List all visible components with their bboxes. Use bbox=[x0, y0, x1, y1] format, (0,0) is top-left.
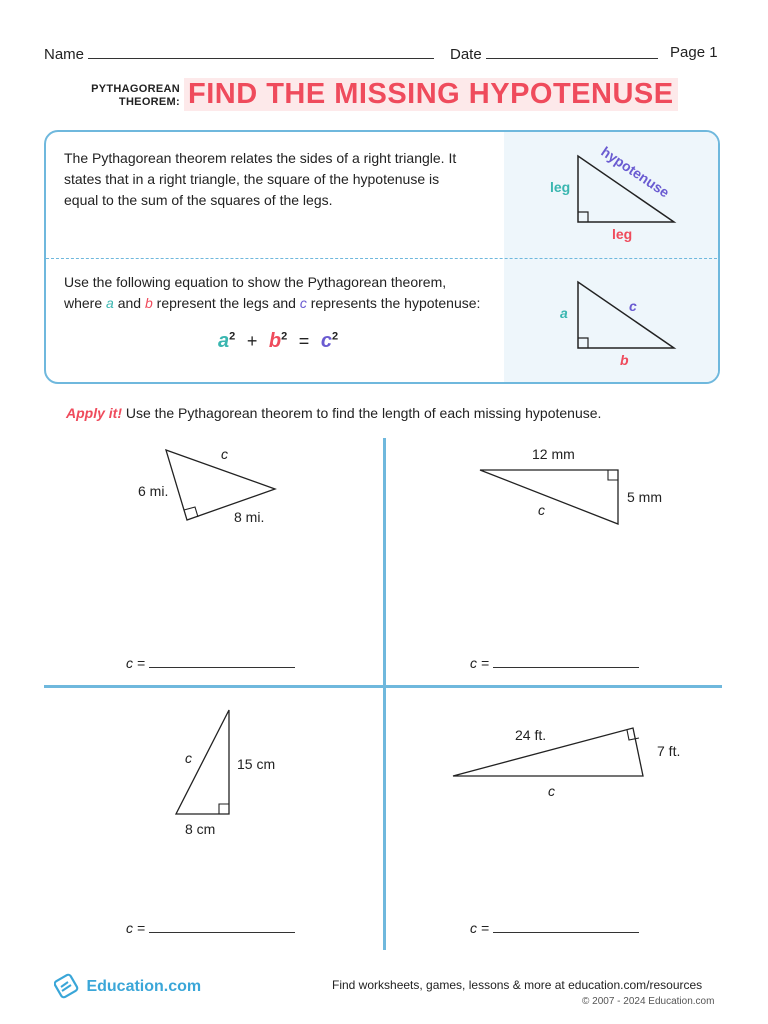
problem-1-answer[interactable]: c = bbox=[126, 653, 295, 671]
apply-it-label: Apply it! bbox=[66, 405, 122, 421]
problem-1-leg2: 8 mi. bbox=[234, 509, 265, 525]
education-logo-icon bbox=[54, 972, 82, 1002]
date-line[interactable] bbox=[486, 44, 658, 59]
instructions-text: Use the Pythagorean theorem to find the length of each missing hypotenuse. bbox=[125, 405, 602, 421]
info-box bbox=[44, 130, 720, 384]
name-label: Name bbox=[44, 46, 85, 63]
date-field[interactable] bbox=[450, 44, 658, 63]
problem-4-leg1: 24 ft. bbox=[515, 727, 547, 743]
footer-tagline: Find worksheets, games, lessons & more at education.com/resources bbox=[332, 978, 703, 992]
problem-4-hyp: c bbox=[548, 783, 555, 799]
diagram-leg-bottom: leg bbox=[612, 226, 633, 242]
title-prefix bbox=[70, 83, 180, 109]
instructions bbox=[66, 405, 601, 421]
problem-3-answer-line[interactable] bbox=[149, 918, 295, 933]
problem-2-leg2: 5 mm bbox=[627, 489, 662, 505]
name-line[interactable] bbox=[88, 44, 434, 59]
problem-2-triangle bbox=[470, 460, 630, 530]
problem-1-answer-line[interactable] bbox=[149, 653, 295, 668]
diagram-c-label: c bbox=[629, 298, 637, 314]
grid-vertical-divider bbox=[383, 438, 386, 950]
diagram-a-label: a bbox=[560, 305, 568, 321]
problem-1-leg1: 6 mi. bbox=[138, 483, 169, 499]
problem-3-answer[interactable]: c = bbox=[126, 918, 295, 936]
problem-2-answer-line[interactable] bbox=[493, 653, 639, 668]
title-prefix-line2: THEOREM: bbox=[118, 96, 180, 108]
diagram-b-label: b bbox=[620, 352, 629, 368]
var-b: b bbox=[144, 295, 153, 311]
problem-4-answer[interactable]: c = bbox=[470, 918, 639, 936]
var-c: c bbox=[299, 295, 307, 311]
grid-horizontal-divider bbox=[44, 685, 722, 688]
problem-1-hyp: c bbox=[221, 446, 228, 462]
problem-4-triangle bbox=[445, 718, 655, 788]
title-prefix-line1: PYTHAGOREAN bbox=[91, 83, 180, 95]
equation-text: Use the following equation to show the Pythagorean theorem, where a and b represent the legs and c represents the hypotenuse: bbox=[64, 274, 481, 311]
problem-2-leg1: 12 mm bbox=[532, 446, 575, 462]
copyright: © 2007 - 2024 Education.com bbox=[582, 996, 715, 1007]
diagram-hypotenuse-label: hypotenuse bbox=[598, 143, 673, 201]
problem-4-answer-line[interactable] bbox=[493, 918, 639, 933]
brand-name: Education.com bbox=[86, 978, 202, 996]
problem-3-hyp: c bbox=[185, 750, 192, 766]
hypotenuse-diagram bbox=[504, 132, 720, 258]
problem-2-answer[interactable]: c = bbox=[470, 653, 639, 671]
var-a: a bbox=[106, 295, 114, 311]
problem-2-hyp: c bbox=[538, 502, 545, 518]
problem-3-leg2: 8 cm bbox=[185, 821, 216, 837]
problem-3-leg1: 15 cm bbox=[237, 756, 276, 772]
page-title: FIND THE MISSING HYPOTENUSE bbox=[184, 78, 678, 111]
abc-diagram bbox=[504, 258, 720, 384]
problem-4-leg2: 7 ft. bbox=[657, 743, 681, 759]
page-number: Page 1 bbox=[670, 44, 718, 61]
education-logo[interactable] bbox=[54, 972, 201, 1002]
intro-text: The Pythagorean theorem relates the sides of a right triangle. It states that in a right triangle, the square of the hypotenuse is equal to the sum of the squares of the legs. bbox=[64, 150, 457, 208]
date-label: Date bbox=[450, 46, 482, 63]
name-field[interactable] bbox=[44, 44, 434, 63]
diagram-leg-left: leg bbox=[550, 179, 571, 195]
pythagorean-equation: $a^2 + b^2 = c^2$ bbox=[218, 330, 339, 352]
